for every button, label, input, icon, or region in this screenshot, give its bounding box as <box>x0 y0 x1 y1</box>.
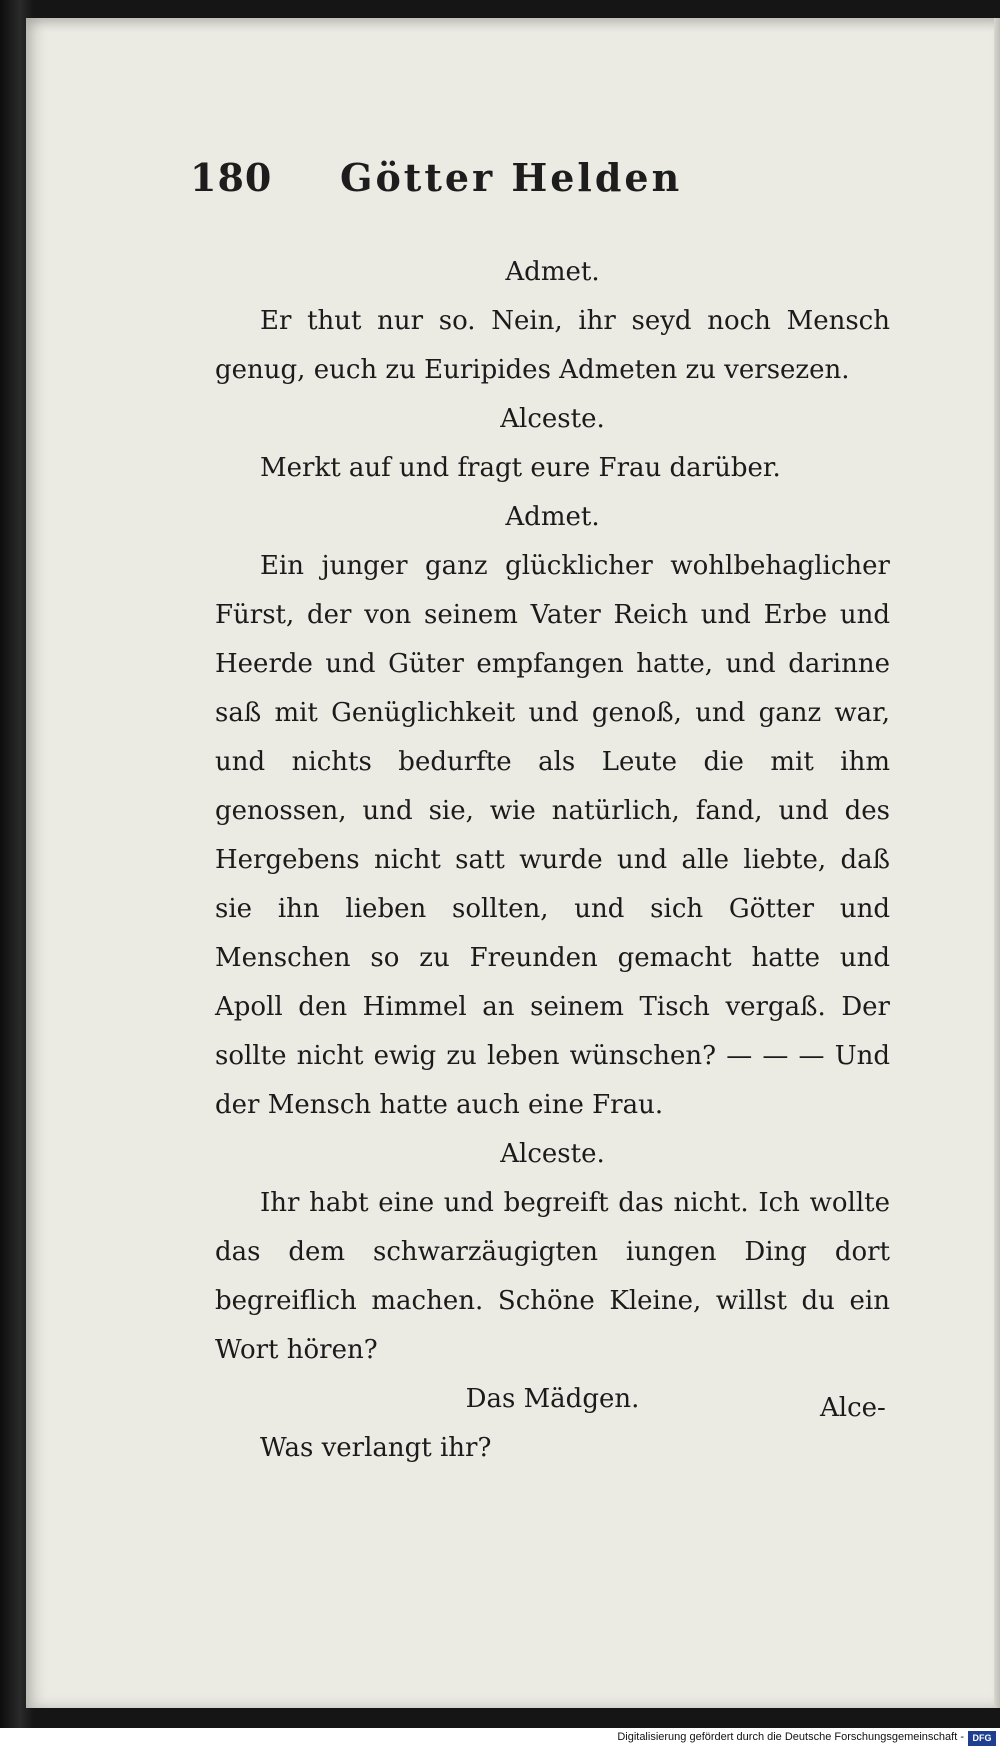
dialogue-text <box>215 248 890 1473</box>
speech-admet-1: Er thut nur so. Nein, ihr seyd noch Mensch genug, euch zu Euripides Admeten zu versezen. <box>215 306 890 385</box>
speaker-maedgen: Das Mädgen. <box>465 1384 640 1414</box>
digitization-footer <box>0 1728 1000 1750</box>
dfg-logo: DFG <box>968 1731 996 1746</box>
speech-alceste-1: Merkt auf und fragt eure Frau darüber. <box>260 453 781 483</box>
running-title: Götter Helden <box>340 155 683 200</box>
speech-admet-2: Ein junger ganz glücklicher wohlbehaglicher Fürst, der von seinem Vater Reich und Erbe und Heerde und Güter empfangen hatte, und darinne saß mit Genüglichkeit und genoß, und ganz war, und nichts bedurfte als Leute die mit ihm genossen, und sie, wie natürlich, fand, und des Hergebens nicht satt wurde und alle liebte, daß sie ihn lieben sollten, und sich Götter und Menschen so zu Freunden gemacht hatte und Apoll den Himmel an seinem Tisch vergaß. Der sollte nicht ewig zu leben wünschen? — — — Und der Mensch hatte auch eine Frau. <box>215 551 890 1120</box>
page-number: 180 <box>190 155 273 200</box>
speech-maedgen: Was verlangt ihr? <box>260 1433 492 1463</box>
page-edge <box>994 18 1000 1708</box>
speaker-alceste-2: Alceste. <box>500 1139 605 1169</box>
catchword: Alce- <box>820 1393 886 1423</box>
speaker-alceste-1: Alceste. <box>500 404 605 434</box>
speaker-admet-1: Admet. <box>505 257 600 287</box>
speaker-admet-2: Admet. <box>505 502 600 532</box>
funding-credit: Digitalisierung gefördert durch die Deutsche Forschungsgemeinschaft - <box>617 1731 964 1743</box>
speech-alceste-2: Ihr habt eine und begreift das nicht. Ich wollte das dem schwarzäugigten iungen Ding dort begreiflich machen. Schöne Kleine, willst du ein Wort hören? <box>215 1188 890 1365</box>
